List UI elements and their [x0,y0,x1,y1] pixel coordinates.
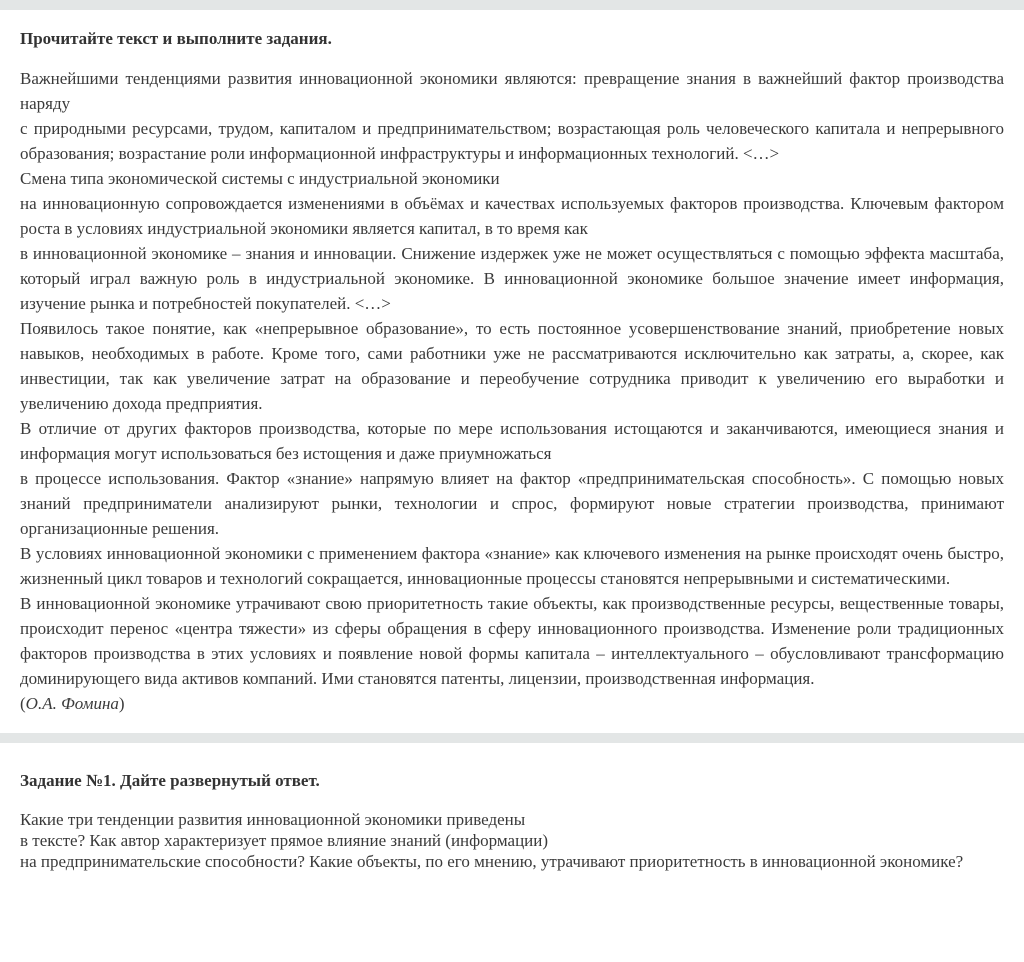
task-line: на предпринимательские способности? Какие объекты, по его мнению, утрачивают приоритетность в инновационной экономике? [20,852,964,871]
passage-line: В инновационной экономике утрачивают свою приоритетность такие объекты, как производственные ресурсы, вещественные товары, происходит перенос «центра тяжести» из сферы обращения в сферу инновационного производства. Изменение роли традиционных факторов производства в этих условиях и появление новой формы капитала – интеллектуального – обусловливают трансформацию доминирующего вида активов компаний. Ими становятся патенты, лицензии, производственная информация. [20,594,1004,688]
task-line: Какие три тенденции развития инновационной экономики приведены [20,810,526,829]
task-question [20,809,1004,872]
passage-line: Появилось такое понятие, как «непрерывное образование», то есть постоянное усовершенствование знаний, приобретение новых навыков, необходимых в работе. Кроме того, сами работники уже не рассматриваются исключительно как затраты, а, скорее, как инвестиции, так как увеличение затрат на образование и переобучение сотрудника приводит к увеличению его выработки и увеличению дохода предприятия. [20,319,1004,413]
passage-line: в процессе использования. Фактор «знание» напрямую влияет на фактор «предпринимательская способность». С помощью новых знаний предприниматели анализируют рынки, технологии и спрос, формируют новые стратегии производства, принимают организационные решения. [20,469,1004,538]
section-divider [0,733,1024,743]
task-section [0,768,1024,872]
task-heading: Задание №1. Дайте развернутый ответ. [20,771,320,790]
reading-heading: Прочитайте текст и выполните задания. [20,29,332,48]
author-open-paren: ( [20,694,26,713]
passage-line: с природными ресурсами, трудом, капиталом и предпринимательством; возрастающая роль человеческого капитала и непрерывного образования; возрастание роли информационной инфраструктуры и информационных технологий. <…> [20,119,1004,163]
author-attribution [20,691,1004,716]
passage-line: В отличие от других факторов производства, которые по мере использования истощаются и заканчиваются, имеющиеся знания и информация могут использоваться без истощения и даже приумножаться [20,419,1004,463]
top-divider [0,0,1024,10]
passage-line: на инновационную сопровождается изменениями в объёмах и качествах используемых факторов производства. Ключевым фактором роста в условиях индустриальной экономики является капитал, в то время как [20,194,1004,238]
passage-line: в инновационной экономике – знания и инновации. Снижение издержек уже не может осуществляться с помощью эффекта масштаба, который играл важную роль в индустриальной экономике. В инновационной экономике большое значение имеет информация, изучение рынка и потребностей покупателей. <…> [20,244,1004,313]
passage [20,66,1004,716]
passage-line: В условиях инновационной экономики с применением фактора «знание» как ключевого изменения на рынке происходят очень быстро, жизненный цикл товаров и технологий сокращается, инновационные процессы становятся непрерывными и систематическими. [20,544,1004,588]
task-line: в тексте? Как автор характеризует прямое влияние знаний (информации) [20,831,549,850]
author-close-paren: ) [118,694,125,713]
passage-line: Важнейшими тенденциями развития инновационной экономики являются: превращение знания в важнейший фактор производства наряду [20,69,1004,113]
reading-text-section [0,26,1024,716]
author-name: О.А. Фомина [25,694,119,713]
passage-line: Смена типа экономической системы с индустриальной экономики [20,169,500,188]
